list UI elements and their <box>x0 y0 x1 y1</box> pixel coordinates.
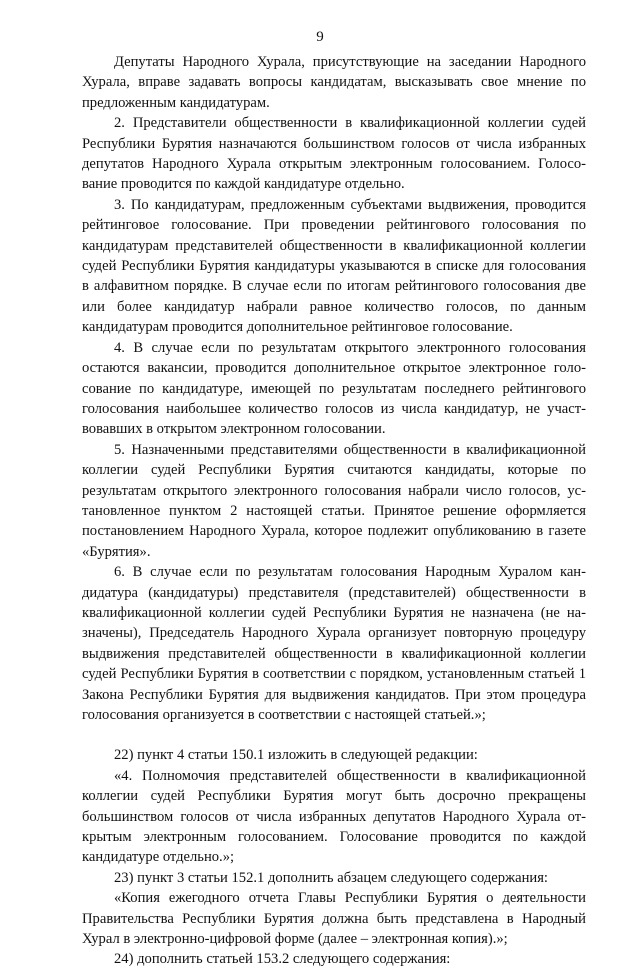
paragraph-amendment-23: 23) пункт 3 статьи 152.1 дополнить абзацем следующего содержания: <box>114 869 548 886</box>
paragraph-item-6: 6. В случае если по результатам голосования Народным Хуралом кандидатура (кандидатуры) представителя (представителей) общественности в квалификационной коллегии судей Республики Бурятия не назначена (не назначены), Председатель Народного Хурала организует повторную процедуру выдвижения представителей общественности в квалификационной коллегии судей Республики Бурятия в соответствии с порядком, установленным статьей 1 Закона Республики Бурятия для выдвижения кандидатов. При этом процедура голосования организуется в соответствии с настоящей статьей.»; <box>82 564 586 723</box>
paragraph-amendment-22-text: «4. Полномочия представителей общественности в квалификационной коллегии судей Республики Бурятия могут быть досрочно прекращены большинством голосов от числа избранных депутатов Народного Хурала открытым электронным голосованием. Голосование проводится по каждой кандидатуре отдельно.»; <box>82 767 586 866</box>
page-number: 9 <box>316 29 324 45</box>
paragraph-amendment-22: 22) пункт 4 статьи 150.1 изложить в следующей редакции: <box>114 747 478 764</box>
paragraph-item-4: 4. В случае если по результатам открытого электронного голосования остаются вакансии, проводится дополнительное открытое электронное голосование по кандидатуре, имеющей по результатам последнего рейтингового голосования наибольшее количество голосов из числа кандидатур, не участвовавших в открытом электронном голосовании. <box>82 339 586 438</box>
paragraph-item-2: 2. Представители общественности в квалификационной коллегии судей Республики Бурятия назначаются большинством голосов от числа избранных депутатов Народного Хурала открытым электронным голосованием. Голосование проводится по каждой кандидатуре отдельно. <box>82 115 586 193</box>
paragraph-amendment-24: 24) дополнить статьей 153.2 следующего содержания: <box>114 951 451 968</box>
paragraph-item-3: 3. По кандидатурам, предложенным субъектами выдвижения, проводится рейтинговое голосование. При проведении рейтингового голосования по кандидатурам представителей общественности в квалификационной коллегии судей Республики Бурятия кандидатуры указываются в списке для голосования в алфавитном порядке. В случае если по итогам рейтингового голосования две или более кандидатур набрали равное количество голосов, по данным кандидатурам проводится дополнительное рейтинговое голосование. <box>82 196 586 336</box>
paragraph-amendment-23-text: «Копия ежегодного отчета Главы Республики Бурятия о деятельности Правительства Республики Бурятия должна быть представлена в Народный Хурал в электронно-цифровой форме (далее – электронная копия).»; <box>82 890 586 948</box>
paragraph-item-5: 5. Назначенными представителями общественности в квалификационной коллегии судей Республики Бурятия считаются кандидаты, которые по результатам открытого электронного голосования набрали число голосов, установленное пунктом 2 настоящей статьи. Принятое решение оформляется постановлением Народного Хурала, которое подлежит опубликованию в газете «Бурятия». <box>82 441 586 560</box>
paragraph-deputies-questions: Депутаты Народного Хурала, присутствующие на заседании Народного Хурала, вправе задавать вопросы кандидатам, высказывать свое мнение по предложенным кандидатурам. <box>82 54 586 111</box>
document-body <box>82 52 586 970</box>
